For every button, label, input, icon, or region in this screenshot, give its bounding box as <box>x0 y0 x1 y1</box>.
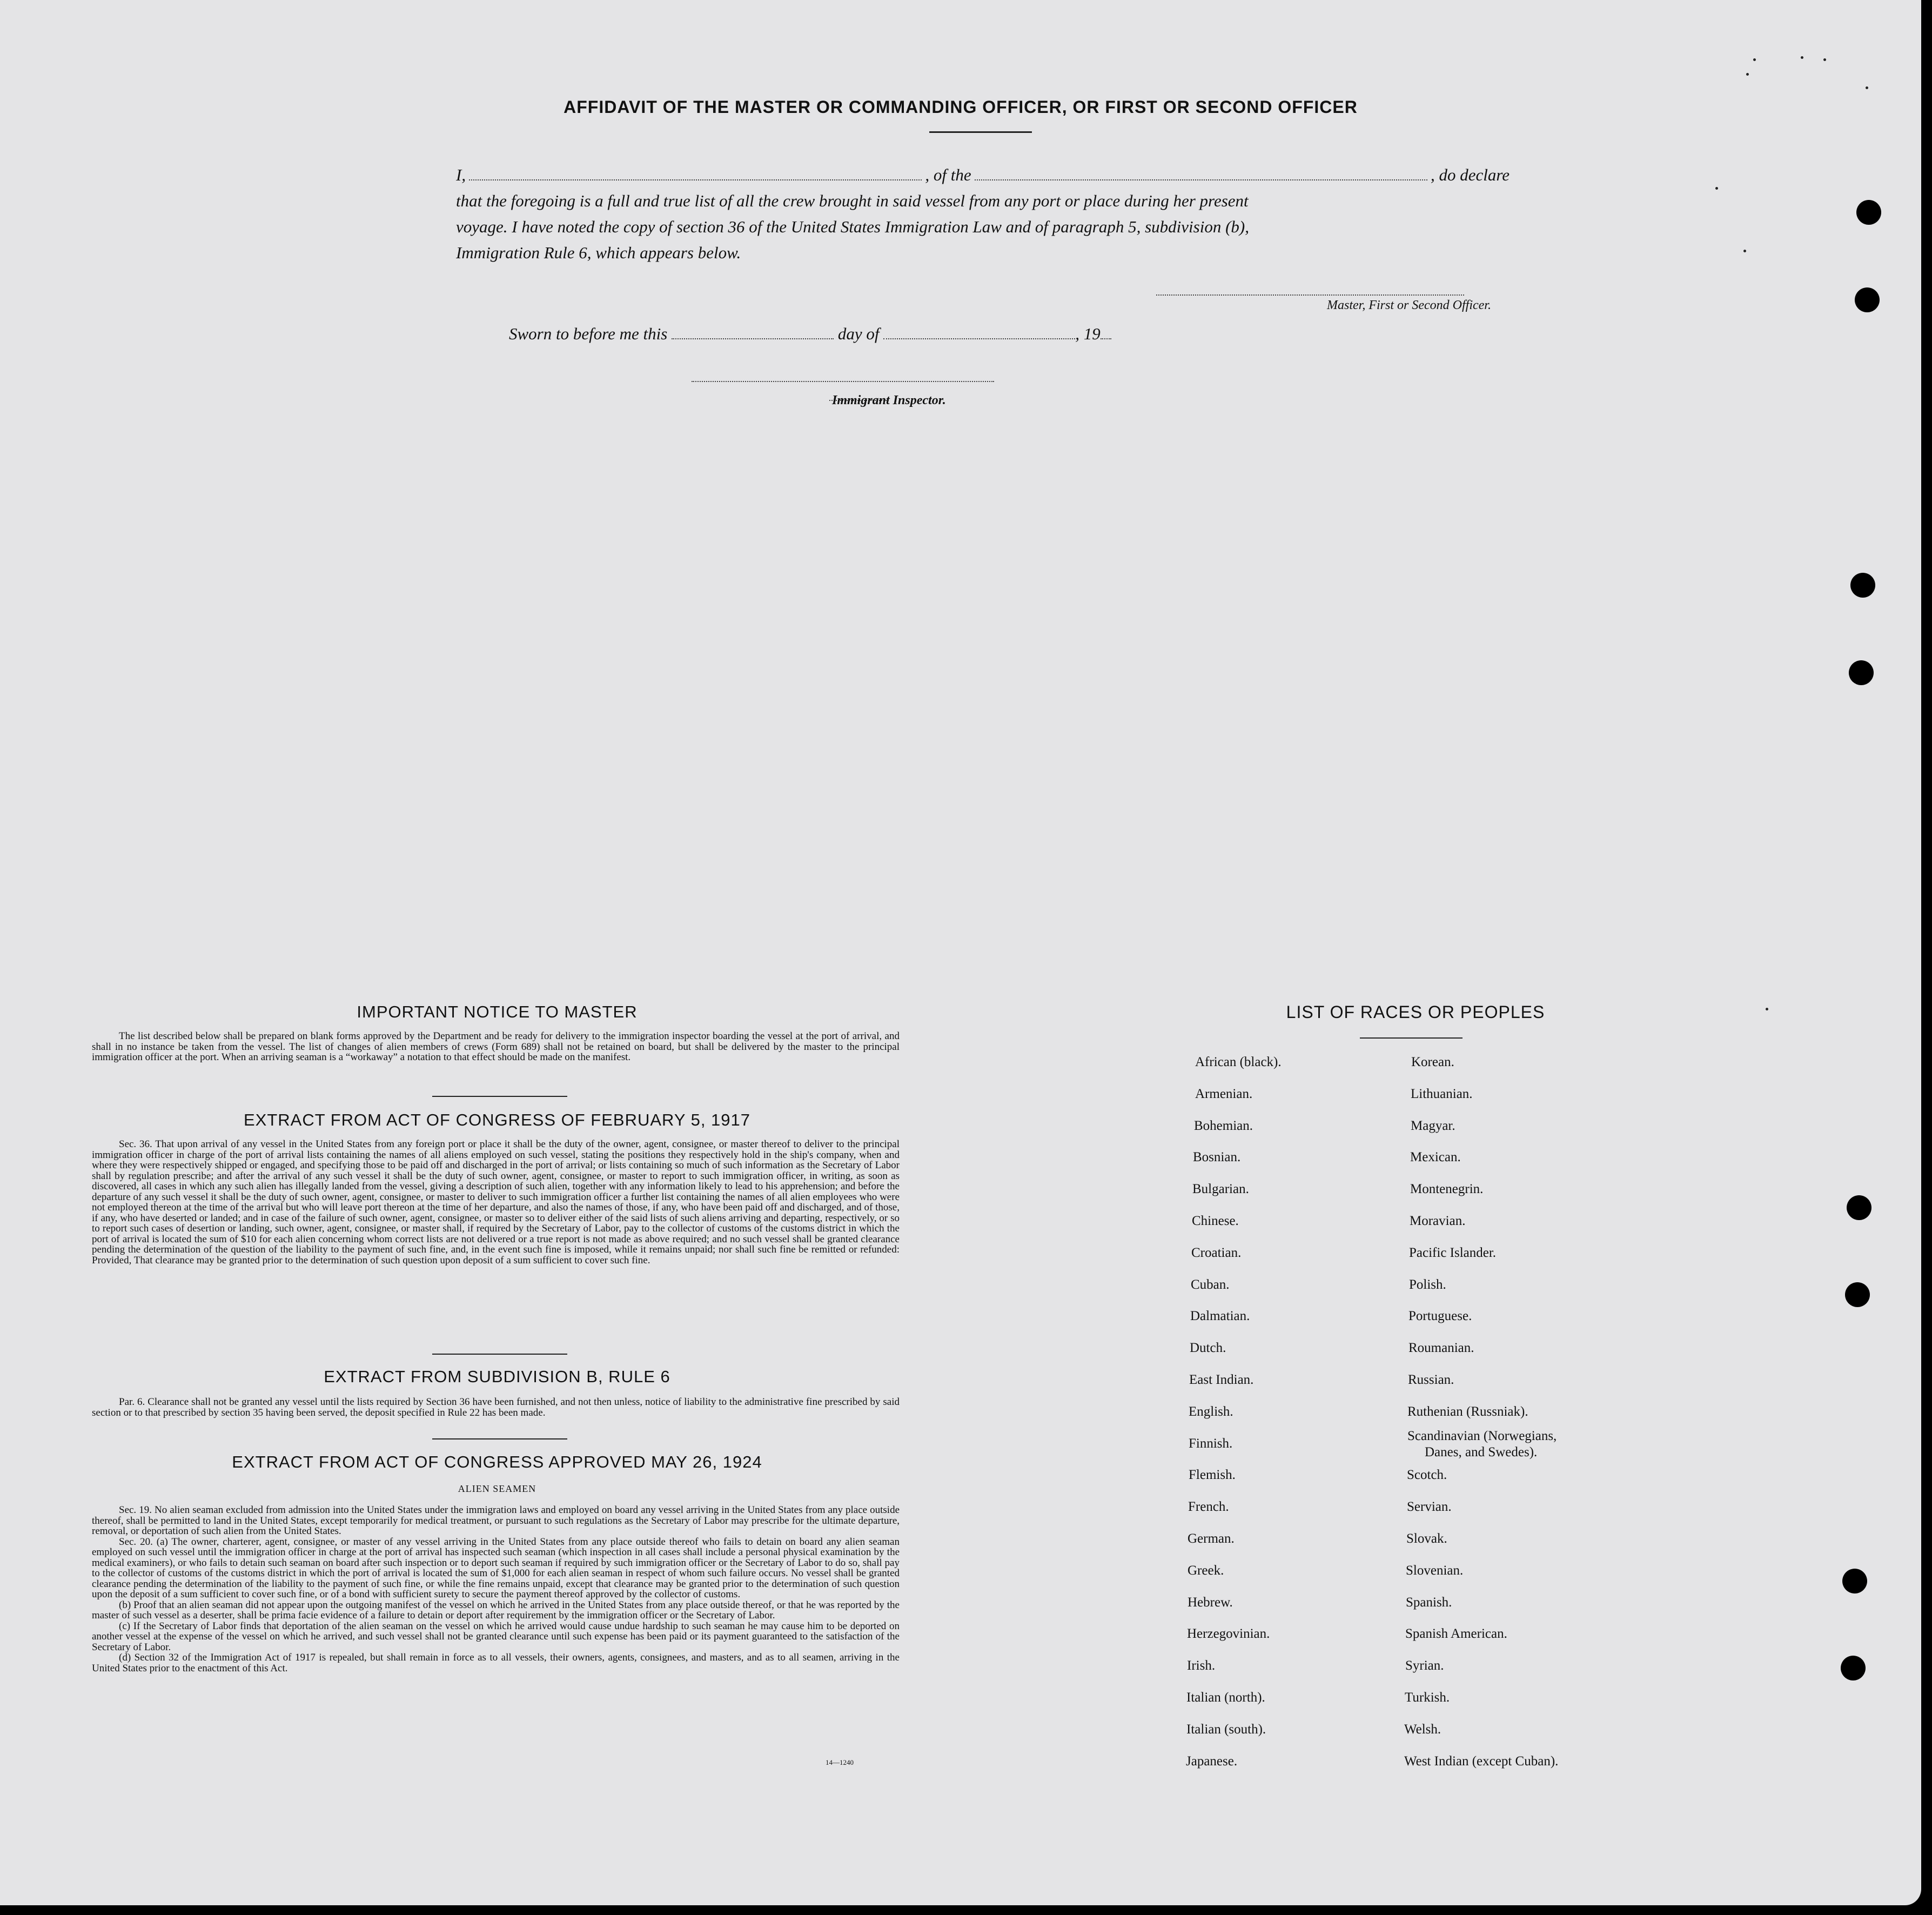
affidavit-declaration <box>456 162 1510 266</box>
race-item-continuation: Danes, and Swedes). <box>1425 1445 1538 1459</box>
section-divider <box>432 1354 567 1355</box>
race-item: Irish. <box>1187 1658 1216 1673</box>
race-item: English. <box>1189 1404 1233 1419</box>
notice-title: IMPORTANT NOTICE TO MASTER <box>357 1002 638 1021</box>
sworn-day-of: day of <box>837 324 880 343</box>
races-title: LIST OF RACES OR PEOPLES <box>1286 1002 1545 1022</box>
sworn-month-field[interactable] <box>883 338 1075 339</box>
race-item: Herzegovinian. <box>1187 1626 1270 1641</box>
race-item: Finnish. <box>1189 1436 1233 1451</box>
declare-text: , do declare <box>1430 165 1510 184</box>
race-item: Italian (north). <box>1186 1690 1265 1705</box>
sworn-year-field[interactable] <box>1101 338 1111 339</box>
title-divider <box>929 131 1032 133</box>
paragraph-6: Par. 6. Clearance shall not be granted any vessel until the lists required by Section 36 have been furnished, and not then unless, notice of liability to the administrative fine prescribed by said section or to that prescribed by section 35 having been served, the deposit specified in Rule 22 has been made. <box>92 1396 900 1418</box>
race-item: French. <box>1188 1499 1229 1514</box>
vessel-name-field[interactable] <box>975 179 1427 180</box>
section-20b-paragraph: (b) Proof that an alien seaman did not appear upon the outgoing manifest of the vessel on which he arrived in the United States from any place outside thereof, or that he was reported by the master of such vessel as a deserter, shall be prima facie evidence of a failure to detain or deport after requirement by the immigration officer or the Secretary of Labor. <box>92 1599 900 1621</box>
punch-hole <box>1845 1282 1870 1307</box>
section-20c-paragraph: (c) If the Secretary of Labor finds that deportation of the alien seaman on the vessel on which he arrived would cause undue hardship to such seaman he may cause him to be deported on another vessel at the expense of the vessel on which he arrived, and such vessel shall not be granted clearance until such expense has been paid or its payment guaranteed to the satisfaction of the Secretary of Labor. <box>92 1620 900 1653</box>
master-signature-label: Master, First or Second Officer. <box>1327 298 1491 312</box>
race-item: Italian (south). <box>1186 1722 1266 1737</box>
race-item: Ruthenian (Russniak). <box>1407 1404 1528 1419</box>
master-signature-field[interactable] <box>1156 294 1464 296</box>
section-divider <box>432 1438 567 1439</box>
race-item: East Indian. <box>1189 1372 1254 1387</box>
punch-hole <box>1842 1569 1867 1593</box>
race-item: Bohemian. <box>1194 1119 1253 1133</box>
race-item: Hebrew. <box>1188 1595 1233 1610</box>
race-item: Chinese. <box>1192 1214 1239 1228</box>
sworn-day-field[interactable] <box>672 338 834 339</box>
declarant-name-field[interactable] <box>469 179 922 180</box>
race-item: Korean. <box>1411 1055 1454 1069</box>
form-number: 14—1240 <box>826 1758 854 1766</box>
race-item: Bulgarian. <box>1192 1182 1249 1196</box>
race-item: Slovak. <box>1406 1531 1447 1546</box>
races-divider <box>1360 1037 1463 1039</box>
sworn-prefix: Sworn to before me this <box>509 324 668 343</box>
punch-hole <box>1841 1656 1866 1680</box>
notice-body <box>92 1031 900 1063</box>
punch-hole <box>1847 1195 1871 1220</box>
section-20a-paragraph: Sec. 20. (a) The owner, charterer, agent, consignee, or master of any vessel arriving in the United States from any place outside thereof who fails to detain on board any alien seaman employed on such vessel until the immigration officer in charge at the port of arrival has inspected such seaman (which inspection in all cases shall include a personal physical examination by the medical examiners), or who fails to detain such seaman on board after such inspection or to deport such seaman if required by such immigration officer or the Secretary of Labor to do so, shall pay to the collector of customs of the customs district in which the port of arrival is located the sum of $1,000 for each alien seaman in respect of whom such failure occurs. No vessel shall be granted clearance pending the determination of the liability to the payment of such fine, or while the fine remains unpaid, except that clearance may be granted prior to the determination of such question upon the deposit of a sum sufficient to cover such fine, or of a bond with sufficient surety to secure the payment thereof approved by the collector of customs. <box>92 1536 900 1600</box>
notice-paragraph: The list described below shall be prepared on blank forms approved by the Department and be ready for delivery to the immigration inspector boarding the vessel at the port of arrival, and shall in no instance be taken from the vessel. The list of changes of alien members of crews (Form 689) shall not be retained on board, but shall be delivered by the master to the principal immigration officer at the port. When an arriving seaman is a “workaway” a notation to that effect should be made on the manifest. <box>92 1030 900 1063</box>
race-item: Polish. <box>1409 1277 1446 1292</box>
extract-1924-title: EXTRACT FROM ACT OF CONGRESS APPROVED MAY 26, 1924 <box>232 1452 762 1471</box>
speck <box>1743 250 1746 252</box>
declarant-prefix: I, <box>456 165 466 184</box>
declaration-line: that the foregoing is a full and true list of all the crew brought in said vessel from any port or place during her present <box>456 191 1249 210</box>
extract-1917-title: EXTRACT FROM ACT OF CONGRESS OF FEBRUARY 5, 1917 <box>243 1110 751 1129</box>
race-item: Magyar. <box>1411 1119 1455 1133</box>
race-item: Japanese. <box>1186 1754 1238 1769</box>
race-item: Pacific Islander. <box>1409 1246 1497 1260</box>
race-item: Moravian. <box>1410 1214 1466 1228</box>
extract-1917-body <box>92 1139 900 1265</box>
race-item: German. <box>1188 1531 1235 1546</box>
race-item: Dalmatian. <box>1190 1309 1250 1323</box>
race-item: Spanish. <box>1406 1595 1452 1610</box>
race-item: African (black). <box>1195 1055 1282 1069</box>
race-item: Welsh. <box>1404 1722 1441 1737</box>
speck <box>1715 187 1718 190</box>
speck <box>1746 73 1749 76</box>
extract-1924-body <box>92 1505 900 1673</box>
race-item: West Indian (except Cuban). <box>1404 1754 1559 1769</box>
affidavit-title: AFFIDAVIT OF THE MASTER OR COMMANDING OFFICER, OR FIRST OR SECOND OFFICER <box>564 97 1358 117</box>
speck <box>1801 56 1803 59</box>
race-item: Croatian. <box>1191 1246 1242 1260</box>
inspector-label: Immigrant Inspector. <box>832 393 946 407</box>
sworn-year: , 19 <box>1075 324 1101 343</box>
race-item: Turkish. <box>1405 1690 1450 1705</box>
speck <box>1823 58 1826 61</box>
race-item: Russian. <box>1408 1372 1454 1387</box>
race-item: Dutch. <box>1190 1341 1226 1355</box>
speck <box>1866 86 1868 89</box>
section-36-paragraph: Sec. 36. That upon arrival of any vessel in the United States from any foreign port or place it shall be the duty of the owner, agent, consignee, or master thereof to deliver to the principal immigration officer in charge of the port of arrival lists containing the names of all aliens employed on such vessel, stating the positions they respectively hold in the ship's company, when and where they were respectively shipped or engaged, and specifying those to be paid off and discharged in the port of arrival; or lists containing so much of such information as the Secretary of Labor shall by regulation prescribe; and after the arrival of any such vessel it shall be the duty of such owner, agent, consignee, or master to report to such immigration officer, in writing, as soon as discovered, all cases in which any such alien has illegally landed from the vessel, giving a description of such alien, together with any information likely to lead to his apprehension; and before the departure of any such vessel it shall be the duty of such owner, agent, consignee, or master to deliver to such immigration officer a further list containing the names of all alien employees who were not employed thereon at the time of the arrival but who will leave port thereon at the time of her departure, and also the names of those, if any, who have been paid off and discharged, and of those, if any, who have deserted or landed; and in case of the failure of such owner, agent, consignee, or master so to deliver either of the said lists of such aliens arriving and departing, respectively, or so to report such cases of desertion or landing, such owner, agent, consignee, or master shall, if required by the Secretary of Labor, pay to the collector of customs of the customs district in which the port of arrival is located the sum of $10 for each alien concerning whom correct lists are not delivered or a true report is not made as above required; and no such vessel shall be granted clearance pending the determination of the question of the liability to the payment of such fine, and, in the event such fine is imposed, while it remains unpaid; nor shall such fine be remitted or refunded: Provided, That clearance may be granted prior to the determination of such question upon deposit of a sum sufficient to cover such fine. <box>92 1139 900 1266</box>
race-item: Cuban. <box>1191 1277 1230 1292</box>
section-divider <box>432 1096 567 1097</box>
section-20d-paragraph: (d) Section 32 of the Immigration Act of 1917 is repealed, but shall remain in force as to all vessels, their owners, agents, consignees, and masters, and as to all seamen, arriving in the United States prior to the enactment of this Act. <box>92 1652 900 1674</box>
punch-hole <box>1856 200 1881 225</box>
race-item: Flemish. <box>1189 1468 1236 1482</box>
section-19-paragraph: Sec. 19. No alien seaman excluded from admission into the United States under the immigration laws and employed on board any vessel arriving in the United States from any place outside thereof, shall be permitted to land in the United States, except temporarily for medical treatment, or pursuant to such regulations as the Secretary of Labor may prescribe for the ultimate departure, removal, or deportation of such alien from the United States. <box>92 1504 900 1537</box>
race-item: Armenian. <box>1195 1087 1253 1101</box>
race-item: Spanish American. <box>1405 1626 1507 1641</box>
punch-hole <box>1855 287 1880 312</box>
declaration-line: voyage. I have noted the copy of section 36 of the United States Immigration Law and of paragraph 5, subdivision (b), <box>456 217 1249 236</box>
race-item: Scandinavian (Norwegians, <box>1407 1429 1557 1443</box>
race-item: Lithuanian. <box>1411 1087 1473 1101</box>
race-item: Scotch. <box>1407 1468 1447 1482</box>
race-item: Slovenian. <box>1406 1563 1464 1578</box>
extract-rule6-body <box>92 1397 900 1418</box>
race-item: Syrian. <box>1405 1658 1444 1673</box>
speck <box>1766 1008 1768 1010</box>
race-item: Servian. <box>1407 1499 1452 1514</box>
alien-seamen-subtitle: ALIEN SEAMEN <box>458 1483 536 1494</box>
race-item: Greek. <box>1188 1563 1224 1578</box>
sworn-statement <box>509 324 1111 344</box>
race-item: Portuguese. <box>1408 1309 1472 1323</box>
race-item: Roumanian. <box>1408 1341 1474 1355</box>
speck <box>1753 58 1756 61</box>
race-item: Mexican. <box>1410 1150 1461 1164</box>
race-item: Montenegrin. <box>1410 1182 1484 1196</box>
of-the-text: , of the <box>925 165 971 184</box>
race-item: Bosnian. <box>1193 1150 1241 1164</box>
extract-rule6-title: EXTRACT FROM SUBDIVISION B, RULE 6 <box>324 1367 670 1386</box>
punch-hole <box>1850 573 1875 598</box>
punch-hole <box>1849 660 1874 685</box>
declaration-line: Immigration Rule 6, which appears below. <box>456 243 741 262</box>
inspector-signature-field[interactable] <box>692 381 994 382</box>
